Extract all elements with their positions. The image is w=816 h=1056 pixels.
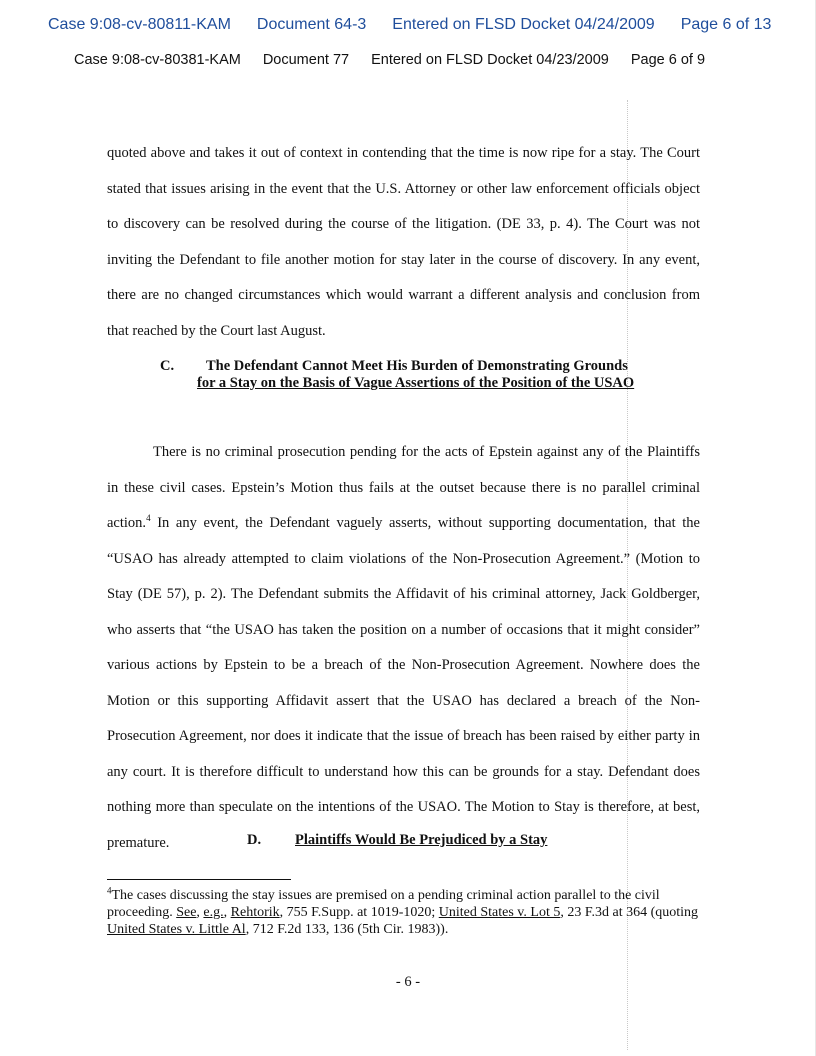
page-number: - 6 - [395, 974, 421, 990]
paragraph-2-text-b: In any event, the Defendant vaguely asserts, without supporting documentation, that the “USAO has already attempted to claim violations of the Non-Prosecution Agreement.” (Motion to Stay (DE 57), p. 2). The Defendant submits the Affidavit of his criminal attorney, Jack Goldberger, who asserts that “the USAO has taken the position on a number of occasions that it might consider” various actions by Epstein to be a breach of the Non-Prosecution Agreement. Nowhere does the Motion or this supporting Affidavit assert that the USAO has declared a breach of the Non-Prosecution Agreement, nor does it indicate that the issue of breach has been raised by either party in any court. It is therefore difficult to understand how this can be grounds for a stay. Defendant does nothing more than speculate on the intentions of the USAO. The Motion to Stay is therefore, at best, premature. [107, 515, 700, 851]
document-number: Document 77 [262, 52, 350, 68]
citation: , 712 F.2d 133, 136 (5th Cir. 1983)). [245, 922, 449, 937]
punctuation: , [223, 905, 231, 920]
footnote-number: 4 [107, 885, 112, 896]
footnote-reference: 4 [146, 513, 151, 524]
footnote-divider [107, 879, 291, 880]
section-d-heading [247, 832, 647, 849]
ecf-header-primary [48, 16, 778, 34]
paragraph-2 [107, 435, 700, 861]
paragraph-1: quoted above and takes it out of context in contending that the time is now ripe for a stay. The Court stated that issues arising in the event that the U.S. Attorney or other law enforcement officials object to discovery can be resolved during the course of the litigation. (DE 33, p. 4). The Court was not inviting the Defendant to file another motion for stay later in the course of discovery. In any event, there are no changed circumstances which would warrant a different analysis and conclusion from that reached by the Court last August. [107, 145, 700, 339]
footnote-4 [107, 887, 700, 938]
paragraph-2-text-a: There is no criminal prosecution pending for the acts of Epstein against any of the Plaintiffs in these civil cases. Epstein’s Motion thus fails at the outset because there is no parallel criminal action. [107, 444, 700, 531]
citation-signal: See [176, 905, 197, 920]
section-title-line-1: The Defendant Cannot Meet His Burden of Demonstrating Grounds [206, 358, 628, 374]
section-letter: D. [247, 832, 262, 848]
citation-signal: e.g. [203, 905, 224, 920]
citation: , 23 F.3d at 364 (quoting [560, 905, 699, 920]
case-number: Case 9:08-cv-80381-KAM [74, 52, 241, 68]
case-name: United States v. Lot 5 [438, 905, 561, 920]
document-number: Document 64-3 [256, 16, 367, 33]
section-title: Plaintiffs Would Be Prejudiced by a Stay [295, 832, 548, 848]
section-letter: C. [160, 358, 175, 374]
page-count: Page 6 of 13 [680, 16, 772, 33]
ecf-header-secondary [74, 52, 754, 68]
citation: , 755 F.Supp. at 1019-1020; [279, 905, 439, 920]
case-name: Rehtorik [230, 905, 280, 920]
case-number: Case 9:08-cv-80811-KAM [48, 16, 231, 33]
docket-entry: Entered on FLSD Docket 04/24/2009 [392, 16, 655, 33]
case-name: United States v. Little Al [107, 922, 246, 937]
docket-entry: Entered on FLSD Docket 04/23/2009 [371, 52, 609, 68]
page-count: Page 6 of 9 [630, 52, 706, 68]
section-c-heading [160, 358, 680, 392]
punctuation: , [196, 905, 204, 920]
section-title-line-2: for a Stay on the Basis of Vague Assertions of the Position of the USAO [197, 375, 635, 391]
footnote-text: The cases discussing the stay issues are premised on a pending criminal action parallel to the civil proceeding. [107, 888, 660, 920]
